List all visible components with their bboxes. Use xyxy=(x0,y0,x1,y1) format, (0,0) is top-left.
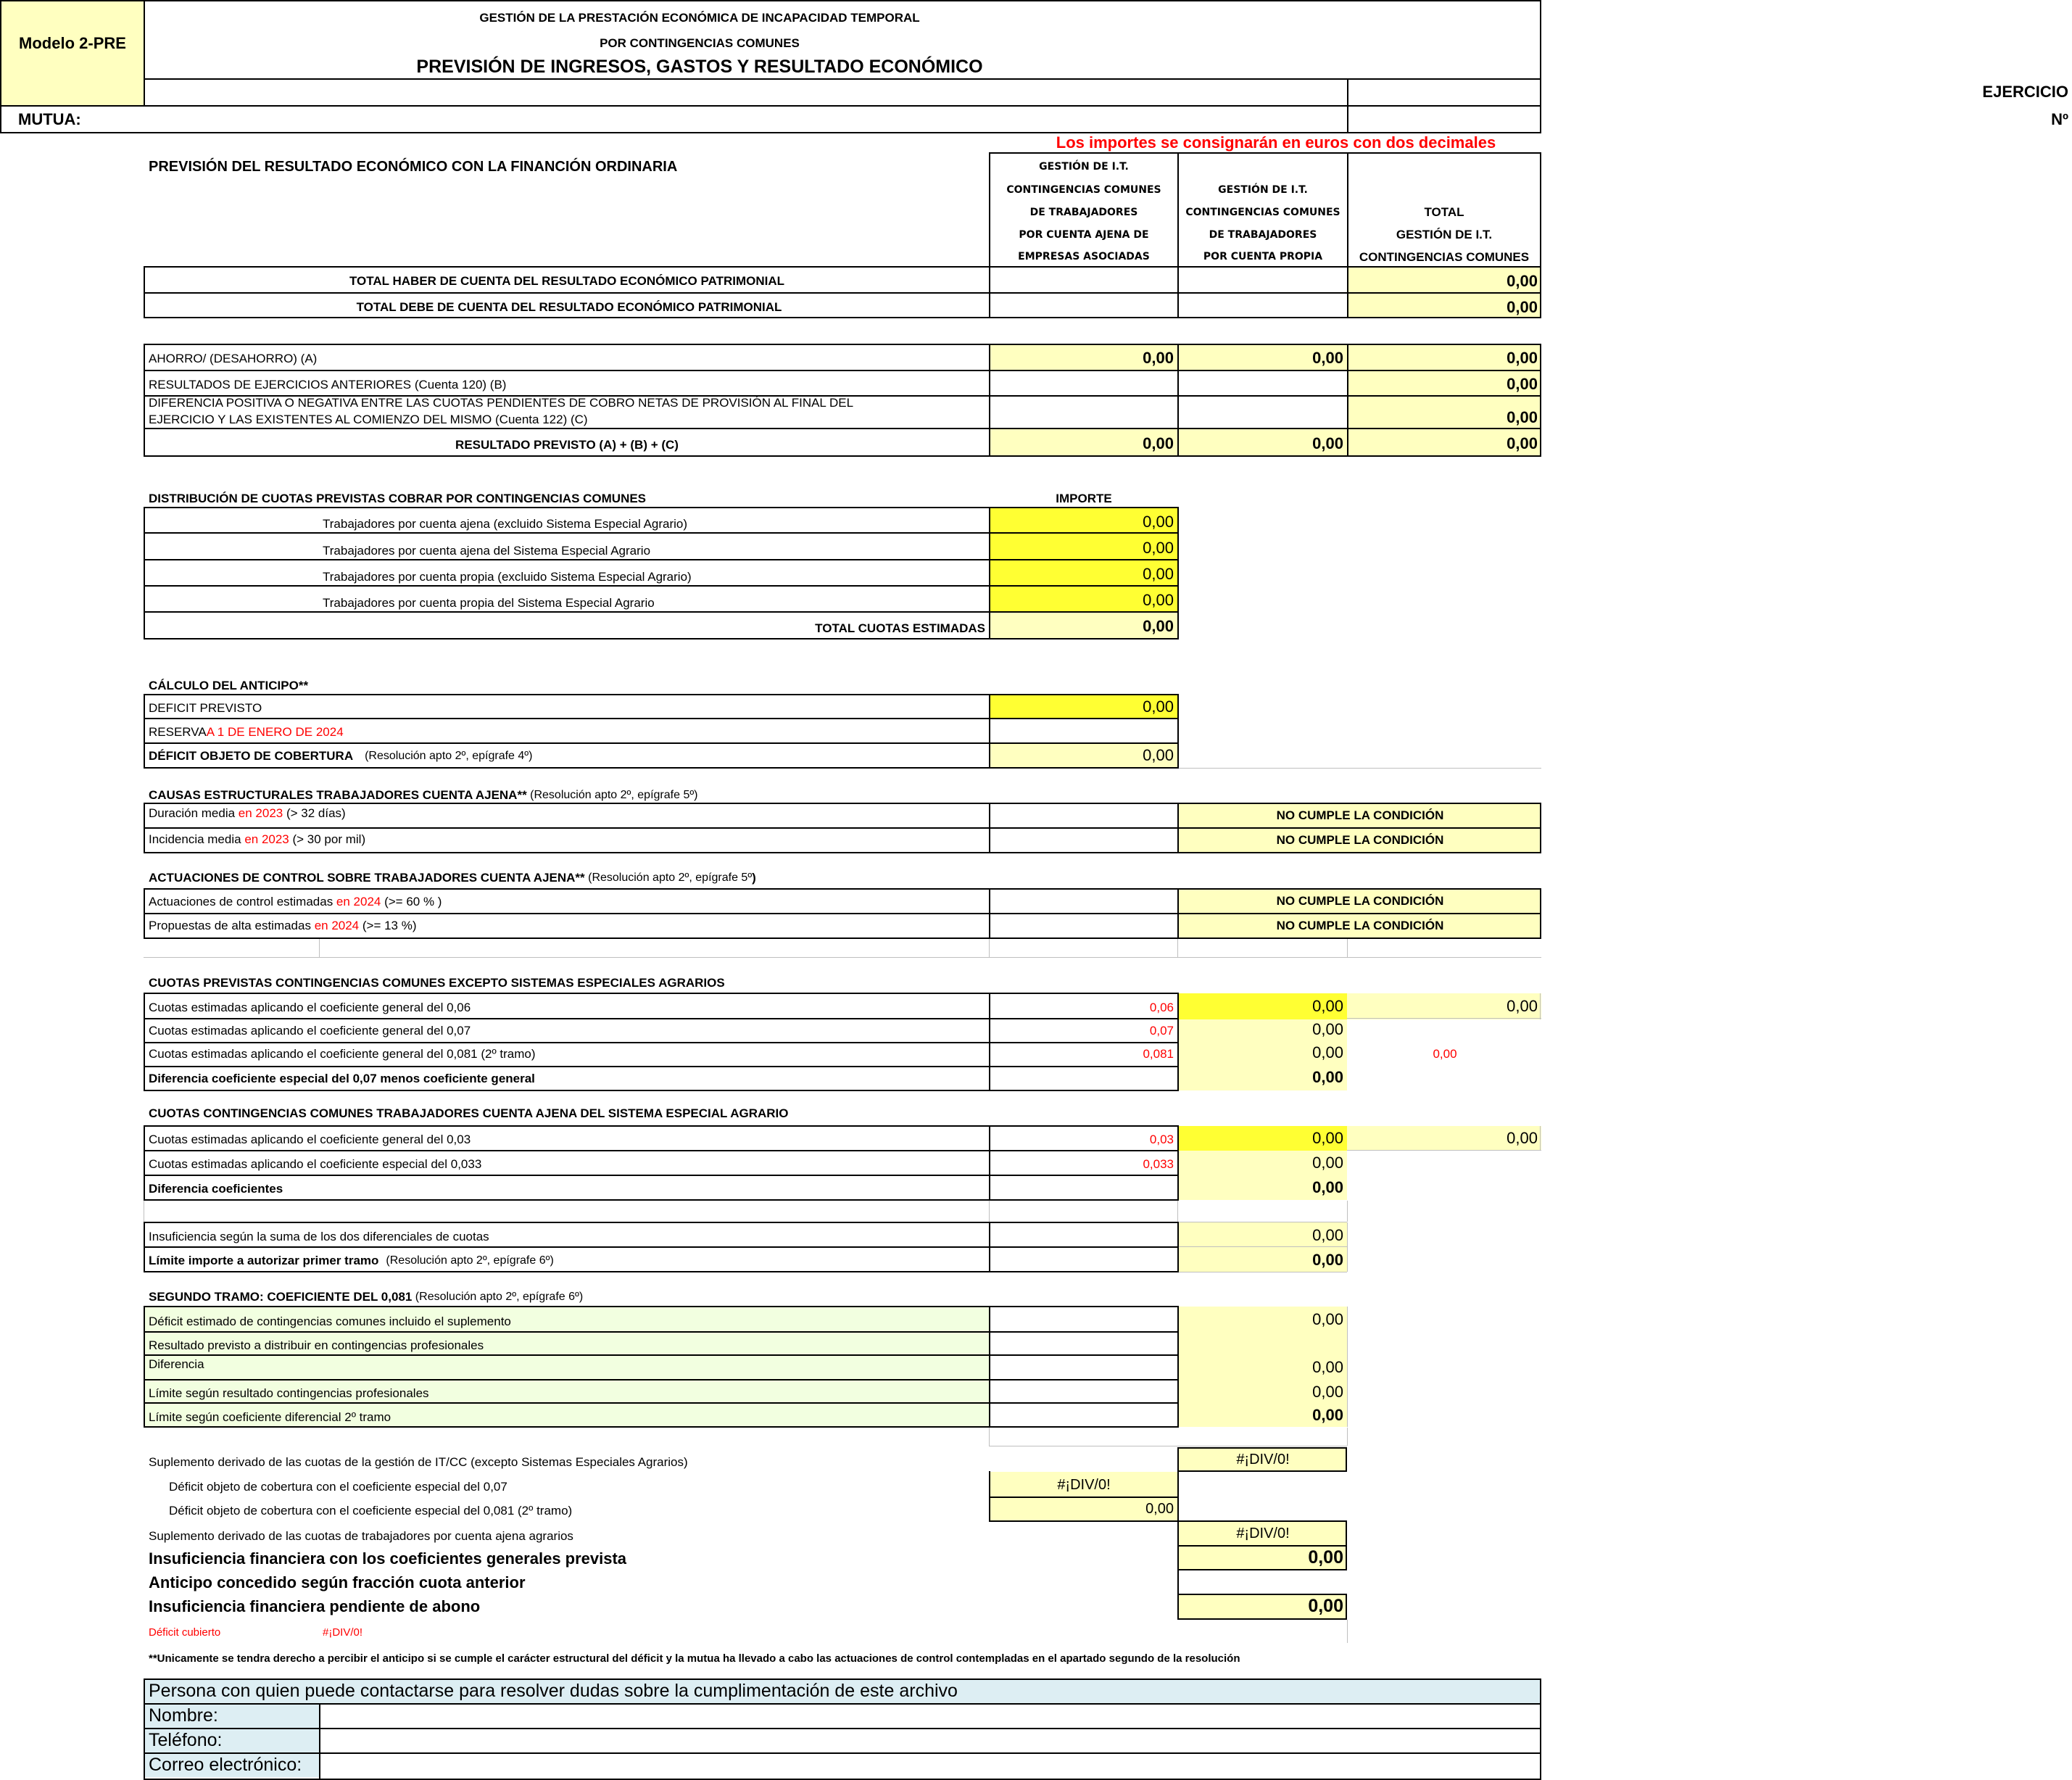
cobertura-value: 0,00 xyxy=(1143,745,1174,764)
col1-line2: CONTINGENCIAS COMUNES xyxy=(1006,184,1161,196)
cuotas-excepto-title: CUOTAS PREVISTAS CONTINGENCIAS COMUNES EXCEPTO SISTEMAS ESPECIALES AGRARIOS xyxy=(149,975,725,990)
segundo-row-1-value: 0,00 xyxy=(1312,1309,1343,1328)
agrario-row-1-label: Cuotas estimadas aplicando el coeficiente general del 0,03 xyxy=(149,1132,471,1146)
ahorro-value-2: 0,00 xyxy=(1312,348,1343,367)
prevision-title: PREVISIÓN DEL RESULTADO ECONÓMICO CON LA FINANCIÓN ORDINARIA xyxy=(149,159,678,175)
deficit-value[interactable]: 0,00 xyxy=(1143,697,1174,716)
deficit-cubierto-value: #¡DIV/0! xyxy=(323,1626,363,1639)
col1-line5: EMPRESAS ASOCIADAS xyxy=(1018,251,1150,262)
limite-value: 0,00 xyxy=(1312,1250,1343,1269)
excepto-row-3-value: 0,00 xyxy=(1312,1043,1343,1061)
mutua-input[interactable] xyxy=(145,107,1305,132)
contact-nombre-label: Nombre: xyxy=(149,1705,218,1726)
col2-line3: DE TRABAJADORES xyxy=(1209,229,1317,241)
suplemento-2-label: Suplemento derivado de las cuotas de trabajadores por cuenta ajena agrarios xyxy=(149,1528,573,1543)
incidencia-label: Incidencia media en 2023 (> 30 por mil) xyxy=(149,832,366,846)
causas-title: CAUSAS ESTRUCTURALES TRABAJADORES CUENTA AJENA** (Resolución apto 2º, epígrafe 5º) xyxy=(149,787,698,802)
segundo-row-5-value: 0,00 xyxy=(1312,1405,1343,1424)
currency-notice: Los importes se consignarán en euros con dos decimales xyxy=(1056,133,1496,152)
resultado-label: RESULTADO PREVISTO (A) + (B) + (C) xyxy=(455,437,679,452)
dist-row-3-label: Trabajadores por cuenta propia (excluido Sistema Especial Agrario) xyxy=(323,569,692,584)
excepto-row-2-coef: 0,07 xyxy=(1149,1023,1174,1038)
segundo-row-4-value: 0,00 xyxy=(1312,1382,1343,1401)
excepto-row-2-label: Cuotas estimadas aplicando el coeficiente general del 0,07 xyxy=(149,1023,471,1038)
insuficiencia-prevista-label: Insuficiencia financiera con los coeficientes generales prevista xyxy=(149,1549,627,1568)
agrario-row-2-coef: 0,033 xyxy=(1143,1156,1174,1171)
col2-line4: POR CUENTA PROPIA xyxy=(1203,251,1323,262)
distribucion-title: DISTRIBUCIÓN DE CUOTAS PREVISTAS COBRAR POR CONTINGENCIAS COMUNES xyxy=(149,491,647,505)
deficit-cubierto-label: Déficit cubierto xyxy=(149,1626,221,1639)
anticipo-concedido-input[interactable] xyxy=(1179,1570,1347,1594)
anteriores-value-3: 0,00 xyxy=(1507,374,1538,393)
suplemento-1-label: Suplemento derivado de las cuotas de la gestión de IT/CC (excepto Sistemas Especiales Agrarios) xyxy=(149,1454,688,1469)
actuaciones-row-2-status: NO CUMPLE LA CONDICIÓN xyxy=(1276,918,1444,932)
resultado-value-3: 0,00 xyxy=(1507,434,1538,452)
resultado-value-1: 0,00 xyxy=(1143,434,1174,452)
agrario-title: CUOTAS CONTINGENCIAS COMUNES TRABAJADORES CUENTA AJENA DEL SISTEMA ESPECIAL AGRARIO xyxy=(149,1106,789,1120)
debe-total: 0,00 xyxy=(1507,298,1538,317)
insuficiencia-pendiente-value: 0,00 xyxy=(1308,1596,1343,1617)
dist-row-4-label: Trabajadores por cuenta propia del Sistema Especial Agrario xyxy=(323,595,655,610)
diferencia-value-3: 0,00 xyxy=(1507,407,1538,426)
numero-input[interactable] xyxy=(1348,107,1540,132)
reserva-label: RESERVA A 1 DE ENERO DE 2024 xyxy=(149,724,344,739)
duracion-status: NO CUMPLE LA CONDICIÓN xyxy=(1276,808,1444,822)
reserva-input[interactable] xyxy=(990,719,1177,741)
header-title-2: POR CONTINGENCIAS COMUNES xyxy=(600,36,800,50)
segundo-row-5-label: Límite según coeficiente diferencial 2º tramo xyxy=(149,1409,391,1424)
duracion-input[interactable] xyxy=(990,804,1177,827)
debe-label: TOTAL DEBE DE CUENTA DEL RESULTADO ECONÓMICO PATRIMONIAL xyxy=(356,300,782,315)
contact-telefono-label: Teléfono: xyxy=(149,1730,223,1751)
agrario-row-2-value: 0,00 xyxy=(1312,1153,1343,1172)
dist-row-1-value[interactable]: 0,00 xyxy=(1143,512,1174,531)
deficit-07-value: #¡DIV/0! xyxy=(1057,1477,1111,1493)
excepto-row-1-extra: 0,00 xyxy=(1507,996,1538,1015)
excepto-row-1-coef: 0,06 xyxy=(1149,1000,1174,1014)
reserva-date: A 1 DE ENERO DE 2024 xyxy=(206,724,344,739)
cobertura-label: DÉFICIT OBJETO DE COBERTURA (Resolución apto 2º, epígrafe 4º) xyxy=(149,748,533,763)
excepto-row-2-value: 0,00 xyxy=(1312,1019,1343,1038)
insuficiencia-pendiente-label: Insuficiencia financiera pendiente de abono xyxy=(149,1597,481,1615)
actuaciones-row-2-input[interactable] xyxy=(990,914,1177,937)
contact-correo-label: Correo electrónico: xyxy=(149,1755,302,1776)
ejercicio-label: EJERCICIO xyxy=(1982,82,2068,101)
diferencia-label-2: EJERCICIO Y LAS EXISTENTES AL COMIENZO DEL MISMO (Cuenta 122) (C) xyxy=(149,413,588,426)
actuaciones-row-1-status: NO CUMPLE LA CONDICIÓN xyxy=(1276,893,1444,908)
excepto-diff-label: Diferencia coeficiente especial del 0,07 menos coeficiente general xyxy=(149,1071,535,1085)
incidencia-status: NO CUMPLE LA CONDICIÓN xyxy=(1276,832,1444,847)
deficit-081-label: Déficit objeto de cobertura con el coeficiente especial del 0,081 (2º tramo) xyxy=(169,1503,573,1518)
insuficiencia-label: Insuficiencia según la suma de los dos diferenciales de cuotas xyxy=(149,1229,489,1243)
agrario-row-1-coef: 0,03 xyxy=(1149,1132,1174,1146)
dist-row-3-value[interactable]: 0,00 xyxy=(1143,564,1174,583)
segundo-row-3-value: 0,00 xyxy=(1312,1357,1343,1376)
col1-line1: GESTIÓN DE I.T. xyxy=(1039,161,1129,173)
diferencia-label-1: DIFERENCIA POSITIVA O NEGATIVA ENTRE LAS CUOTAS PENDIENTES DE COBRO NETAS DE PROVISIÓN AL FINAL DEL xyxy=(149,396,854,410)
incidencia-input[interactable] xyxy=(990,829,1177,852)
ejercicio-input[interactable] xyxy=(1348,80,1540,104)
haber-total: 0,00 xyxy=(1507,271,1538,290)
col2-line1: GESTIÓN DE I.T. xyxy=(1218,184,1308,196)
ahorro-value-1: 0,00 xyxy=(1143,348,1174,367)
dist-total-label: TOTAL CUOTAS ESTIMADAS xyxy=(815,621,985,635)
deficit-label: DEFICIT PREVISTO xyxy=(149,700,262,715)
importe-header: IMPORTE xyxy=(1056,491,1112,505)
agrario-row-1-extra: 0,00 xyxy=(1507,1128,1538,1147)
limite-label: Límite importe a autorizar primer tramo (Resolución apto 2º, epígrafe 6º) xyxy=(149,1253,554,1267)
segundo-row-4-label: Límite según resultado contingencias profesionales xyxy=(149,1386,429,1400)
header-title-1: GESTIÓN DE LA PRESTACIÓN ECONÓMICA DE INCAPACIDAD TEMPORAL xyxy=(479,10,920,25)
agrario-row-2-label: Cuotas estimadas aplicando el coeficiente especial del 0,033 xyxy=(149,1156,482,1171)
footnote: **Unicamente se tendra derecho a percibir el anticipo si se cumple el carácter estructural del déficit y la mutua ha llevado a cabo las actuaciones de control contempladas en el apartado segundo de la resolución xyxy=(149,1652,1240,1665)
excepto-row-1-label: Cuotas estimadas aplicando el coeficiente general del 0,06 xyxy=(149,1000,471,1014)
col3-line1: TOTAL xyxy=(1424,205,1464,219)
col1-line4: POR CUENTA AJENA DE xyxy=(1019,229,1149,241)
model-code: Modelo 2-PRE xyxy=(19,33,126,52)
actuaciones-row-2-label: Propuestas de alta estimadas en 2024 (>= 13 %) xyxy=(149,918,417,932)
haber-label: TOTAL HABER DE CUENTA DEL RESULTADO ECONÓMICO PATRIMONIAL xyxy=(349,273,785,288)
suplemento-1-value: #¡DIV/0! xyxy=(1236,1452,1290,1468)
contact-correo-input[interactable] xyxy=(320,1754,1540,1777)
col2-line2: CONTINGENCIAS COMUNES xyxy=(1185,207,1340,218)
dist-total-value: 0,00 xyxy=(1143,616,1174,635)
dist-row-2-value[interactable]: 0,00 xyxy=(1143,538,1174,557)
agrario-diff-value: 0,00 xyxy=(1312,1177,1343,1196)
agrario-diff-label: Diferencia coeficientes xyxy=(149,1181,283,1196)
duracion-label: Duración media en 2023 (> 32 días) xyxy=(149,806,346,820)
segundo-row-2-value[interactable] xyxy=(1179,1333,1347,1354)
actuaciones-row-1-input[interactable] xyxy=(990,890,1177,913)
contact-title: Persona con quien puede contactarse para resolver dudas sobre la cumplimentación de este archivo xyxy=(149,1681,958,1702)
contact-telefono-input[interactable] xyxy=(320,1729,1540,1752)
header-title-3: PREVISIÓN DE INGRESOS, GASTOS Y RESULTADO ECONÓMICO xyxy=(416,57,983,78)
suplemento-2-value: #¡DIV/0! xyxy=(1236,1526,1290,1541)
mutua-label: MUTUA: xyxy=(18,109,81,128)
dist-row-4-value[interactable]: 0,00 xyxy=(1143,590,1174,609)
ahorro-value-3: 0,00 xyxy=(1507,348,1538,367)
insuficiencia-value: 0,00 xyxy=(1312,1225,1343,1244)
contact-nombre-input[interactable] xyxy=(320,1705,1540,1728)
segundo-row-2-label: Resultado previsto a distribuir en contingencias profesionales xyxy=(149,1338,484,1352)
anticipo-concedido-label: Anticipo concedido según fracción cuota anterior xyxy=(149,1573,526,1591)
dist-row-2-label: Trabajadores por cuenta ajena del Sistema Especial Agrario xyxy=(323,543,651,558)
deficit-081-value: 0,00 xyxy=(1145,1501,1174,1517)
col3-line2: GESTIÓN DE I.T. xyxy=(1396,228,1493,241)
actuaciones-title: ACTUACIONES DE CONTROL SOBRE TRABAJADORES CUENTA AJENA** (Resolución apto 2º, epígrafe 5º ) xyxy=(149,870,756,885)
anteriores-label: RESULTADOS DE EJERCICIOS ANTERIORES (Cuenta 120) (B) xyxy=(149,377,507,392)
anticipo-title: CÁLCULO DEL ANTICIPO** xyxy=(149,678,309,692)
agrario-row-1-value: 0,00 xyxy=(1312,1128,1343,1147)
deficit-07-label: Déficit objeto de cobertura con el coeficiente especial del 0,07 xyxy=(169,1479,507,1494)
ahorro-label: AHORRO/ (DESAHORRO) (A) xyxy=(149,351,318,365)
dist-row-1-label: Trabajadores por cuenta ajena (excluido Sistema Especial Agrario) xyxy=(323,516,688,531)
numero-label: Nº xyxy=(2051,109,2068,128)
excepto-row-3-extra: 0,00 xyxy=(1433,1046,1457,1061)
resultado-value-2: 0,00 xyxy=(1312,434,1343,452)
excepto-row-3-coef: 0,081 xyxy=(1143,1046,1174,1061)
excepto-row-1-value: 0,00 xyxy=(1312,996,1343,1015)
segundo-title: SEGUNDO TRAMO: COEFICIENTE DEL 0,081 (Resolución apto 2º, epígrafe 6º) xyxy=(149,1289,584,1304)
col1-line3: DE TRABAJADORES xyxy=(1029,207,1138,218)
col3-line3: CONTINGENCIAS COMUNES xyxy=(1359,250,1530,264)
insuficiencia-prevista-value: 0,00 xyxy=(1308,1547,1343,1568)
segundo-row-1-label: Déficit estimado de contingencias comunes incluido el suplemento xyxy=(149,1314,511,1328)
excepto-row-3-label: Cuotas estimadas aplicando el coeficiente general del 0,081 (2º tramo) xyxy=(149,1046,536,1061)
actuaciones-row-1-label: Actuaciones de control estimadas en 2024 (>= 60 % ) xyxy=(149,894,442,908)
excepto-diff-value: 0,00 xyxy=(1312,1067,1343,1086)
segundo-row-3-label: Diferencia xyxy=(149,1357,204,1371)
